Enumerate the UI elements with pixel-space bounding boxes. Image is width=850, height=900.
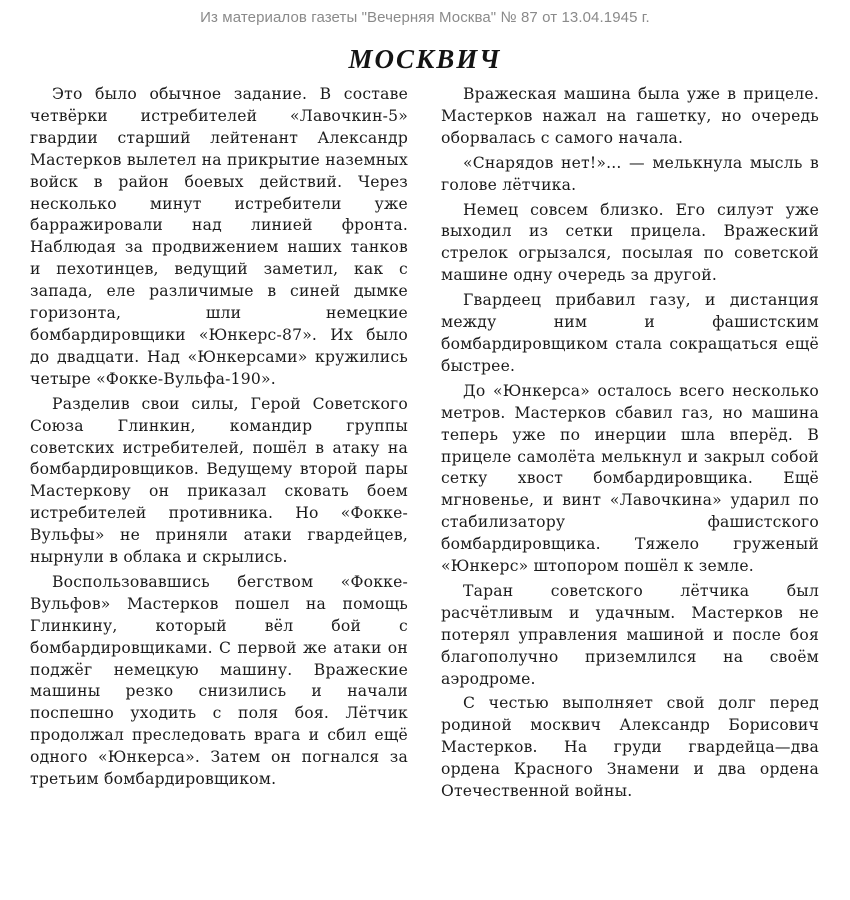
right-column xyxy=(441,84,819,806)
paragraph: Таран советского лётчика был расчётливым и удачным. Мастерков не потерял управления машиной и после боя благополучно приземлился на своём аэродроме. xyxy=(441,581,819,688)
paragraph: Разделив свои силы, Герой Советского Союза Глинкин, командир группы советских истребителей, пошёл в атаку на бомбардировщиков. Ведущему второй пары Мастеркову он приказал сковать боем истребителей противника. Но «Фокке-Вульфы» не приняли атаки гвардейцев, нырнули в облака и скрылись. xyxy=(30,394,408,567)
left-column xyxy=(30,84,408,794)
paragraph: Немец совсем близко. Его силуэт уже выходил из сетки прицела. Вражеский стрелок огрызался, посылая по советской машине одну очередь за другой. xyxy=(441,200,819,285)
paragraph: С честью выполняет свой долг перед родиной москвич Александр Борисович Мастерков. На груди гвардейца—два ордена Красного Знамени и два ордена Отечественной войны. xyxy=(441,694,819,801)
paragraph: Вражеская машина была уже в прицеле. Мастерков нажал на гашетку, но очередь оборвалась с самого начала. xyxy=(441,85,819,147)
paragraph: Гвардеец прибавил газу, и дистанция между ним и фашистским бомбардировщиком стала сокращаться ещё быстрее. xyxy=(441,291,819,375)
paragraph: До «Юнкерса» осталось всего несколько метров. Мастерков сбавил газ, но машина теперь уже по инерции шла вперёд. В прицеле самолёта мелькнул и закрыл собой сетку хвост бомбардировщика. Ещё мгновенье, и винт «Лавочкина» ударил по стабилизатору фашистского бомбардировщика. Тяжело груженый «Юнкерс» штопором пошёл к земле. xyxy=(441,381,819,576)
paragraph: «Снарядов нет!»... — мелькнула мысль в голове лётчика. xyxy=(441,153,819,194)
paragraph: Воспользовавшись бегством «Фокке-Вульфов» Мастерков пошел на помощь Глинкину, который вёл бой с бомбардировщиками. С первой же атаки он поджёг немецкую машину. Вражеские машины резко снизились и начали поспешно уходить с поля боя. Лётчик продолжал преследовать врага и сбил ещё одного «Юнкерса». Затем он погнался за третьим бомбардировщиком. xyxy=(30,572,408,789)
paragraph: Это было обычное задание. В составе четвёрки истребителей «Лавочкин-5» гвардии старший лейтенант Александр Мастерков вылетел на прикрытие наземных войск в район боевых действий. Через несколько минут истребители уже барражировали над линией фронта. Наблюдая за продвижением наших танков и пехотинцев, ведущий заметил, как с запада, еле различимые в синей дымке горизонта, шли немецкие бомбардировщики «Юнкерс-87». Их было до двадцати. Над «Юнкерсами» кружились четыре «Фокке-Вульфа-190». xyxy=(30,85,408,388)
article-title: МОСКВИЧ xyxy=(348,44,502,74)
source-caption: Из материалов газеты "Вечерняя Москва" № 87 от 13.04.1945 г. xyxy=(200,9,650,26)
